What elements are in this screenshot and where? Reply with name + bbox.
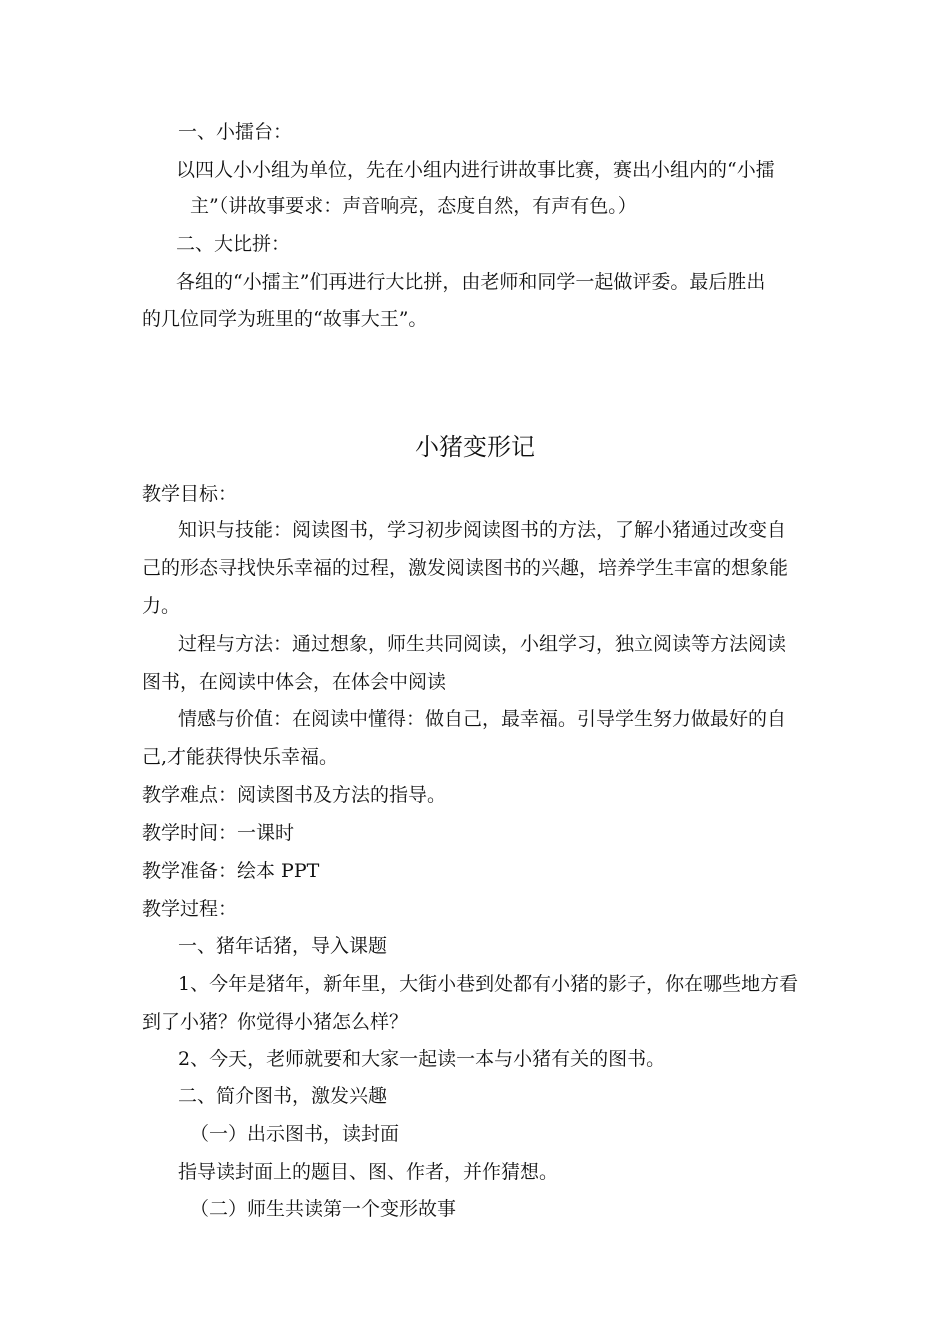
- paragraph-line: 1、今年是猪年，新年里，大街小巷到处都有小猪的影子，你在哪些地方看: [178, 973, 799, 995]
- step-heading: 二、简介图书，激发兴趣: [178, 1085, 388, 1107]
- paragraph-line: 各组的“小擂主”们再进行大比拼，由老师和同学一起做评委。最后胜出: [176, 271, 766, 293]
- paragraph-line: 己的形态寻找快乐幸福的过程，激发阅读图书的兴趣，培养学生丰富的想象能: [142, 557, 789, 579]
- paragraph-line: 知识与技能：阅读图书，学习初步阅读图书的方法，了解小猪通过改变自: [178, 519, 787, 541]
- paragraph-line: 己,才能获得快乐幸福。: [142, 746, 339, 768]
- paragraph-line: 2、今天，老师就要和大家一起读一本与小猪有关的图书。: [178, 1048, 666, 1070]
- paragraph-line: 图书，在阅读中体会，在体会中阅读: [142, 671, 447, 693]
- paragraph-line: 情感与价值：在阅读中懂得：做自己，最幸福。引导学生努力做最好的自: [178, 708, 787, 730]
- sub-step-heading: （一）出示图书，读封面: [190, 1123, 400, 1145]
- paragraph-line: 的几位同学为班里的“故事大王”。: [142, 308, 428, 330]
- sub-step-heading: （二）师生共读第一个变形故事: [190, 1198, 457, 1220]
- paragraph-line: 指导读封面上的题目、图、作者，并作猜想。: [178, 1161, 559, 1183]
- step-heading: 一、猪年话猪，导入课题: [178, 935, 388, 957]
- paragraph-line: 主”（讲故事要求：声音响亮，态度自然，有声有色。）: [190, 195, 637, 217]
- paragraph-line: 以四人小小组为单位，先在小组内进行讲故事比赛，赛出小组内的“小擂: [176, 159, 775, 181]
- section-heading: 教学难点：阅读图书及方法的指导。: [142, 784, 447, 806]
- section-heading: 教学目标：: [142, 483, 238, 505]
- section-heading: 二、大比拼：: [176, 233, 291, 255]
- section-heading: 教学过程：: [142, 898, 238, 920]
- page-title: 小猪变形记: [415, 433, 535, 461]
- paragraph-line: 过程与方法：通过想象，师生共同阅读，小组学习，独立阅读等方法阅读: [178, 633, 787, 655]
- section-heading: 一、小擂台：: [178, 121, 293, 143]
- paragraph-line: 力。: [142, 595, 181, 617]
- section-heading: 教学准备：绘本 PPT: [142, 860, 320, 882]
- section-heading: 教学时间：一课时: [142, 822, 295, 844]
- paragraph-line: 到了小猪？你觉得小猪怎么样？: [142, 1011, 409, 1033]
